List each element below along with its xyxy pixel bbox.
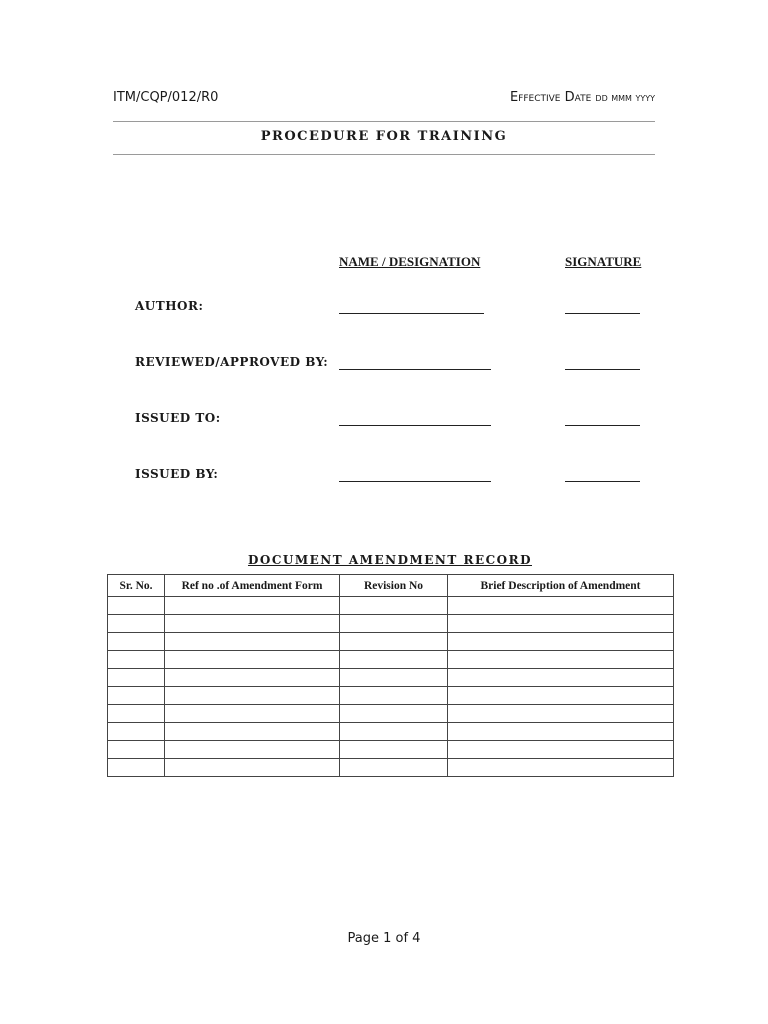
table-cell[interactable] bbox=[108, 633, 165, 651]
table-cell[interactable] bbox=[165, 759, 340, 777]
table-cell[interactable] bbox=[108, 759, 165, 777]
table-cell[interactable] bbox=[165, 651, 340, 669]
table-cell[interactable] bbox=[108, 741, 165, 759]
table-row bbox=[108, 705, 674, 723]
table-cell[interactable] bbox=[165, 633, 340, 651]
table-cell[interactable] bbox=[448, 687, 674, 705]
table-row bbox=[108, 597, 674, 615]
effective-date-value: dd mmm yyyy bbox=[595, 91, 655, 104]
amendment-record-title: DOCUMENT AMENDMENT RECORD bbox=[247, 553, 532, 567]
table-cell[interactable] bbox=[108, 651, 165, 669]
table-cell[interactable] bbox=[165, 687, 340, 705]
table-cell[interactable] bbox=[448, 759, 674, 777]
table-cell[interactable] bbox=[108, 723, 165, 741]
effective-date bbox=[510, 90, 655, 105]
issued-by-name-line[interactable] bbox=[339, 481, 491, 482]
author-name-line[interactable] bbox=[339, 313, 484, 314]
table-cell[interactable] bbox=[165, 597, 340, 615]
table-cell[interactable] bbox=[448, 615, 674, 633]
revision-no-header: Revision No bbox=[340, 575, 448, 597]
table-cell[interactable] bbox=[448, 597, 674, 615]
table-cell[interactable] bbox=[448, 723, 674, 741]
table-row bbox=[108, 633, 674, 651]
table-cell[interactable] bbox=[448, 651, 674, 669]
table-cell[interactable] bbox=[340, 633, 448, 651]
table-cell[interactable] bbox=[448, 633, 674, 651]
table-cell[interactable] bbox=[165, 615, 340, 633]
table-row bbox=[108, 759, 674, 777]
table-header-row bbox=[108, 575, 674, 597]
table-row bbox=[108, 741, 674, 759]
table-cell[interactable] bbox=[340, 705, 448, 723]
table-cell[interactable] bbox=[340, 615, 448, 633]
table-cell[interactable] bbox=[448, 741, 674, 759]
table-cell[interactable] bbox=[108, 597, 165, 615]
author-label: AUTHOR: bbox=[135, 299, 204, 313]
author-signature-line[interactable] bbox=[565, 313, 640, 314]
table-cell[interactable] bbox=[108, 687, 165, 705]
issued-by-signature-line[interactable] bbox=[565, 481, 640, 482]
table-row bbox=[108, 687, 674, 705]
table-cell[interactable] bbox=[165, 723, 340, 741]
table-row bbox=[108, 651, 674, 669]
header-rule-top bbox=[113, 121, 655, 122]
amendment-record-table bbox=[107, 574, 674, 777]
header-rule-bottom bbox=[113, 154, 655, 155]
reviewed-approved-name-line[interactable] bbox=[339, 369, 491, 370]
signature-heading: SIGNATURE bbox=[565, 254, 642, 269]
amendment-table-body bbox=[108, 597, 674, 777]
issued-to-signature-line[interactable] bbox=[565, 425, 640, 426]
table-cell[interactable] bbox=[165, 705, 340, 723]
table-cell[interactable] bbox=[340, 741, 448, 759]
issued-to-label: ISSUED TO: bbox=[135, 411, 221, 425]
reviewed-approved-label: REVIEWED/APPROVED BY: bbox=[135, 355, 329, 369]
document-code: ITM/CQP/012/R0 bbox=[113, 90, 219, 105]
table-cell[interactable] bbox=[165, 669, 340, 687]
ref-no-header: Ref no .of Amendment Form bbox=[165, 575, 340, 597]
reviewed-approved-signature-line[interactable] bbox=[565, 369, 640, 370]
document-title: PROCEDURE FOR TRAINING bbox=[260, 129, 508, 144]
name-designation-heading: NAME / DESIGNATION bbox=[339, 254, 481, 269]
table-cell[interactable] bbox=[108, 669, 165, 687]
issued-by-label: ISSUED BY: bbox=[135, 467, 219, 481]
table-cell[interactable] bbox=[340, 687, 448, 705]
table-row bbox=[108, 615, 674, 633]
table-row bbox=[108, 723, 674, 741]
table-cell[interactable] bbox=[340, 759, 448, 777]
table-cell[interactable] bbox=[340, 723, 448, 741]
sr-no-header: Sr. No. bbox=[108, 575, 165, 597]
page-number: Page 1 of 4 bbox=[347, 931, 421, 946]
table-cell[interactable] bbox=[340, 669, 448, 687]
table-cell[interactable] bbox=[448, 705, 674, 723]
issued-to-name-line[interactable] bbox=[339, 425, 491, 426]
table-row bbox=[108, 669, 674, 687]
table-cell[interactable] bbox=[108, 705, 165, 723]
effective-date-label: Effective Date bbox=[509, 90, 592, 105]
table-cell[interactable] bbox=[340, 597, 448, 615]
table-cell[interactable] bbox=[340, 651, 448, 669]
table-cell[interactable] bbox=[448, 669, 674, 687]
table-cell[interactable] bbox=[165, 741, 340, 759]
table-cell[interactable] bbox=[108, 615, 165, 633]
description-header: Brief Description of Amendment bbox=[448, 575, 674, 597]
